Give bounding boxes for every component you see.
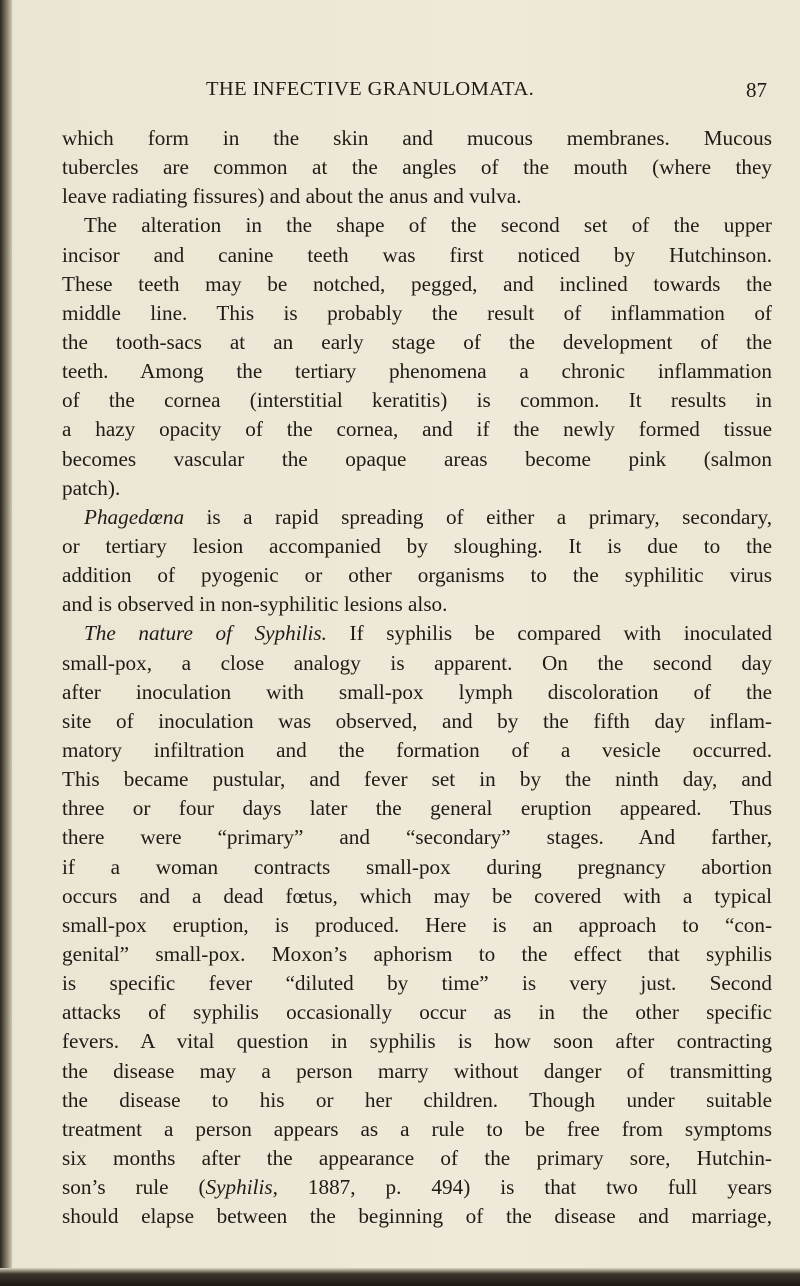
text-segment: small-pox, a close analogy is apparent. On the second day [62, 650, 772, 675]
text-line [62, 794, 772, 823]
text-segment: is a rapid spreading of either a primary, secondary, [184, 504, 772, 529]
page-bottom-edge [0, 1268, 800, 1286]
text-line [62, 1057, 772, 1086]
text-line [62, 270, 772, 299]
italic-text: The nature of Syphilis. [84, 621, 327, 646]
text-segment: treatment a person appears as a rule to be free from symptoms [62, 1116, 772, 1141]
text-line [62, 998, 772, 1027]
text-line [62, 619, 772, 648]
page-number: 87 [746, 78, 767, 102]
text-segment: incisor and canine teeth was first noticed by Hutchinson. [62, 242, 772, 267]
text-line [62, 532, 772, 561]
text-segment: after inoculation with small-pox lymph discoloration of the [62, 679, 772, 704]
text-line [62, 474, 772, 503]
text-line [62, 823, 772, 852]
text-line [62, 1086, 772, 1115]
text-segment: addition of pyogenic or other organisms to the syphilitic virus [62, 563, 772, 588]
italic-text: Syphilis, [205, 1175, 278, 1200]
body-text [62, 124, 772, 1231]
text-segment: 1887, p. 494) is that two full years [277, 1175, 772, 1200]
text-segment: the tooth-sacs at an early stage of the development of the [62, 329, 772, 354]
text-segment: small-pox eruption, is produced. Here is an approach to “con- [62, 912, 772, 937]
text-segment: matory infiltration and the formation of a vesicle occurred. [62, 737, 772, 762]
text-segment: there were “primary” and “secondary” stages. And farther, [62, 825, 772, 850]
text-segment: six months after the appearance of the primary sore, Hutchin- [62, 1145, 772, 1170]
text-segment: three or four days later the general eruption appeared. Thus [62, 796, 772, 821]
text-segment: the disease to his or her children. Though under suitable [62, 1087, 772, 1112]
text-segment: the disease may a person marry without danger of transmitting [62, 1058, 772, 1083]
text-segment: attacks of syphilis occasionally occur as in the other specific [62, 1000, 772, 1025]
text-segment: The alteration in the shape of the second set of the upper [84, 213, 772, 238]
text-segment: tubercles are common at the angles of the mouth (where they [62, 155, 772, 180]
text-line [62, 299, 772, 328]
text-segment: site of inoculation was observed, and by the fifth day inflam- [62, 708, 772, 733]
page-header [0, 78, 800, 108]
text-segment: patch). [62, 475, 121, 500]
text-line [62, 765, 772, 794]
text-line [62, 124, 772, 153]
text-segment: fevers. A vital question in syphilis is how soon after contracting [62, 1029, 772, 1054]
text-line [62, 707, 772, 736]
text-segment: These teeth may be notched, pegged, and inclined towards the [62, 271, 772, 296]
text-line [62, 357, 772, 386]
text-segment: if a woman contracts small-pox during pregnancy abortion [62, 854, 772, 879]
text-line [62, 241, 772, 270]
text-line [62, 882, 772, 911]
text-line [62, 911, 772, 940]
text-line [62, 211, 772, 240]
text-segment: genital” small-pox. Moxon’s aphorism to the effect that syphilis [62, 941, 772, 966]
text-segment: or tertiary lesion accompanied by sloughing. It is due to the [62, 533, 772, 558]
text-segment: of the cornea (interstitial keratitis) is common. It results in [62, 388, 772, 413]
text-segment: teeth. Among the tertiary phenomena a chronic inflammation [62, 359, 772, 384]
text-line [62, 736, 772, 765]
text-line [62, 969, 772, 998]
text-line [62, 182, 772, 211]
text-segment: son’s rule ( [62, 1175, 206, 1200]
text-line [62, 328, 772, 357]
text-segment: is specific fever “diluted by time” is very just. Second [62, 971, 772, 996]
text-line [62, 415, 772, 444]
text-line [62, 503, 772, 532]
text-segment: which form in the skin and mucous membranes. Mucous [62, 126, 772, 150]
running-title: THE INFECTIVE GRANULOMATA. [206, 78, 535, 100]
text-line [62, 1173, 772, 1202]
text-line [62, 386, 772, 415]
text-line [62, 445, 772, 474]
text-line [62, 1202, 772, 1231]
text-segment: If syphilis be compared with inoculated [326, 621, 772, 646]
text-line [62, 590, 772, 619]
text-segment: a hazy opacity of the cornea, and if the newly formed tissue [62, 417, 772, 442]
text-segment: should elapse between the beginning of the disease and marriage, [62, 1204, 772, 1229]
page-gutter-shadow [0, 0, 12, 1286]
text-segment: middle line. This is probably the result of inflammation of [62, 300, 772, 325]
text-line [62, 1144, 772, 1173]
text-line [62, 853, 772, 882]
text-line [62, 940, 772, 969]
italic-text: Phagedœna [84, 504, 185, 529]
text-line [62, 1027, 772, 1056]
text-segment: This became pustular, and fever set in by the ninth day, and [62, 767, 772, 792]
text-line [62, 649, 772, 678]
text-segment: and is observed in non-syphilitic lesions also. [62, 592, 448, 617]
text-segment: becomes vascular the opaque areas become pink (salmon [62, 446, 772, 471]
text-segment: leave radiating fissures) and about the anus and vulva. [62, 184, 522, 209]
text-line [62, 561, 772, 590]
text-line [62, 678, 772, 707]
text-line [62, 1115, 772, 1144]
text-segment: occurs and a dead fœtus, which may be covered with a typical [62, 883, 772, 908]
text-line [62, 153, 772, 182]
